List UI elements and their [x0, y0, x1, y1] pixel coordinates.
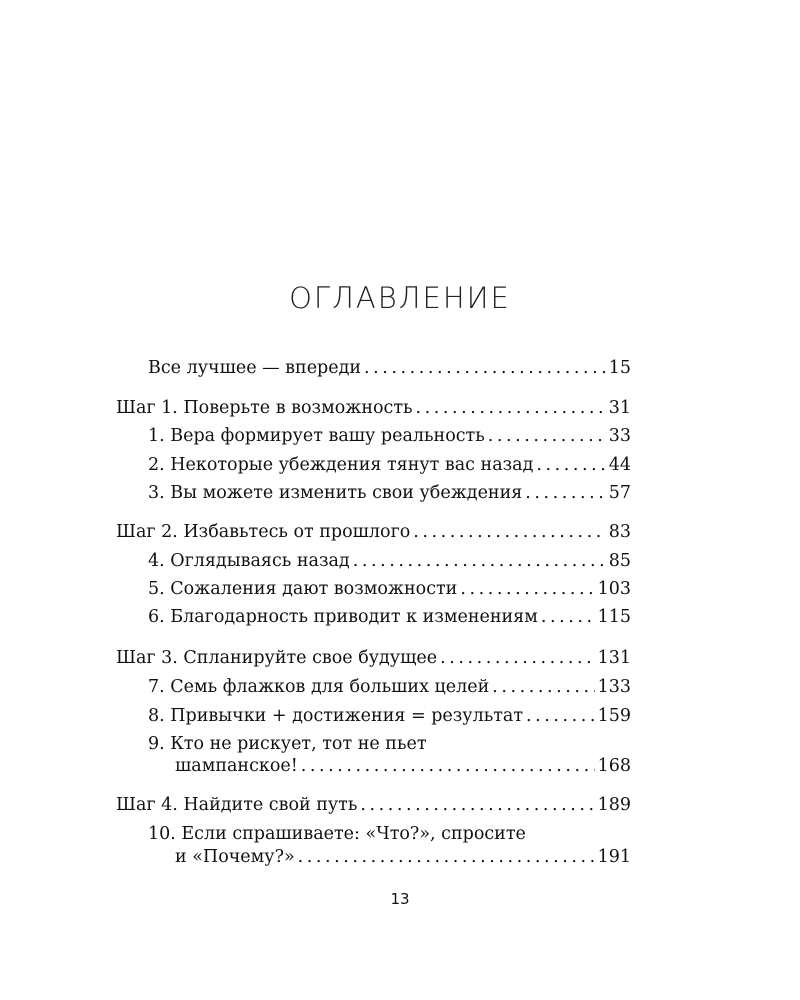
toc-entry-chapter-6: [148, 605, 631, 629]
toc-dot-leader: [536, 453, 605, 477]
page-title: ОГЛАВЛЕНИЕ: [289, 281, 511, 315]
toc-entry-label: Шаг 2. Избавьтесь от прошлого: [116, 522, 411, 542]
toc-entry-step-4: [116, 793, 631, 817]
toc-entry-chapter-7: [148, 675, 631, 699]
toc-dot-leader: [416, 396, 606, 420]
toc-entry-label: Шаг 3. Спланируйте свое будущее: [116, 648, 438, 668]
toc-entry-chapter-10-line-1: 10. Если спрашиваете: «Что?», спросите: [148, 824, 526, 844]
toc-dot-leader: [541, 605, 595, 629]
toc-entry-intro: [148, 356, 631, 380]
toc-entry-chapter-2: [148, 453, 631, 477]
toc-entry-step-3: [116, 646, 631, 670]
toc-entry-label: 3. Вы можете изменить свои убеждения: [148, 483, 523, 503]
toc-entry-chapter-4: [148, 549, 631, 573]
toc-entry-page: 44: [608, 455, 631, 475]
toc-entry-chapter-5: [148, 577, 631, 601]
toc-entry-step-2: [116, 520, 631, 544]
toc-entry-page: 189: [597, 795, 631, 815]
toc-entry-chapter-8: [148, 704, 631, 728]
toc-entry-page: 33: [608, 426, 631, 446]
toc-entry-page: 31: [608, 398, 631, 418]
toc-dot-leader: [525, 481, 605, 505]
toc-entry-page: 191: [597, 847, 631, 867]
toc-dot-leader: [413, 520, 605, 544]
toc-dot-leader: [526, 704, 595, 728]
toc-entry-page: 83: [608, 522, 631, 542]
toc-entry-chapter-9: [175, 754, 631, 778]
toc-dot-leader: [301, 754, 595, 778]
toc-entry-step-1: [116, 396, 631, 420]
toc-entry-label: шампанское!: [175, 756, 298, 776]
toc-dot-leader: [298, 845, 595, 869]
toc-entry-label: Все лучшее — впереди: [148, 358, 362, 378]
toc-entry-chapter-3: [148, 481, 631, 505]
toc-entry-page: 103: [597, 579, 631, 599]
toc-entry-chapter-10: [175, 845, 631, 869]
toc-dot-leader: [360, 793, 594, 817]
toc-dot-leader: [460, 577, 594, 601]
toc-dot-leader: [364, 356, 606, 380]
toc-entry-page: 159: [597, 706, 631, 726]
toc-dot-leader: [488, 424, 606, 448]
toc-entry-page: 15: [608, 358, 631, 378]
toc-dot-leader: [353, 549, 606, 573]
toc-entry-page: 85: [608, 551, 631, 571]
toc-entry-label: 5. Сожаления дают возможности: [148, 579, 458, 599]
toc-entry-label: 2. Некоторые убеждения тянут вас назад: [148, 455, 534, 475]
toc-entry-label: 6. Благодарность приводит к изменениям: [148, 607, 538, 627]
toc-entry-label: и «Почему?»: [175, 847, 295, 867]
toc-entry-label: Шаг 1. Поверьте в возможность: [116, 398, 413, 418]
page-number: 13: [390, 890, 410, 908]
toc-entry-label: 8. Привычки + достижения = результат: [148, 706, 524, 726]
toc-entry-label: 4. Оглядываясь назад: [148, 551, 350, 571]
toc-entry-page: 133: [597, 677, 631, 697]
toc-entry-label: 1. Вера формирует вашу реальность: [148, 426, 485, 446]
toc-entry-label: Шаг 4. Найдите свой путь: [116, 795, 358, 815]
toc-entry-chapter-9-line-1: 9. Кто не рискует, тот не пьет: [148, 734, 427, 754]
toc-entry-page: 115: [597, 607, 631, 627]
toc-dot-leader: [440, 646, 595, 670]
toc-entry-page: 168: [597, 756, 631, 776]
toc-entry-page: 131: [597, 648, 631, 668]
toc-entry-chapter-1: [148, 424, 631, 448]
toc-entry-label: 7. Семь флажков для больших целей: [148, 677, 490, 697]
toc-entry-page: 57: [608, 483, 631, 503]
toc-dot-leader: [492, 675, 594, 699]
